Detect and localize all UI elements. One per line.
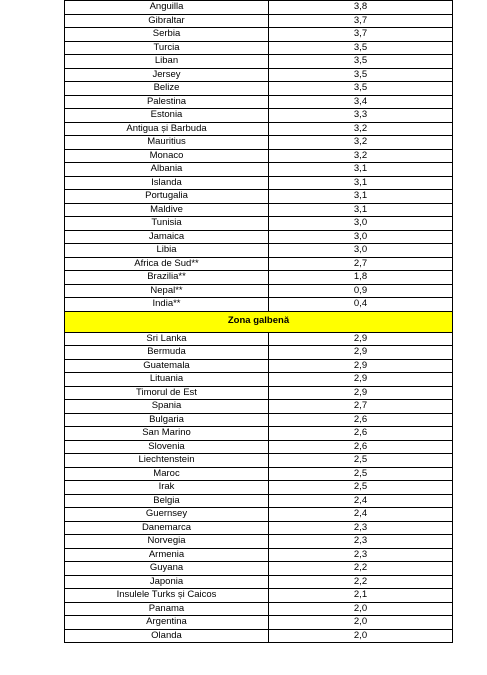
value-cell: 2,7 <box>269 400 453 414</box>
country-cell: Maroc <box>65 467 269 481</box>
table-row <box>65 149 453 163</box>
value-cell: 3,0 <box>269 217 453 231</box>
country-cell: Mauritius <box>65 136 269 150</box>
country-cell: Argentina <box>65 616 269 630</box>
value-cell: 2,2 <box>269 575 453 589</box>
country-cell: Africa de Sud** <box>65 257 269 271</box>
country-cell: Guatemala <box>65 359 269 373</box>
country-cell: Belize <box>65 82 269 96</box>
country-cell: Libia <box>65 244 269 258</box>
value-cell: 3,8 <box>269 1 453 15</box>
table-row <box>65 548 453 562</box>
value-cell: 3,5 <box>269 41 453 55</box>
country-cell: Albania <box>65 163 269 177</box>
value-cell: 3,7 <box>269 28 453 42</box>
value-cell: 2,0 <box>269 629 453 643</box>
country-cell: Olanda <box>65 629 269 643</box>
table-row <box>65 41 453 55</box>
country-cell: Spania <box>65 400 269 414</box>
table-row <box>65 122 453 136</box>
country-cell: Insulele Turks și Caicos <box>65 589 269 603</box>
table-row <box>65 244 453 258</box>
country-cell: Bulgaria <box>65 413 269 427</box>
table-row <box>65 136 453 150</box>
value-cell: 2,6 <box>269 427 453 441</box>
value-cell: 2,0 <box>269 602 453 616</box>
table-row <box>65 602 453 616</box>
value-cell: 2,9 <box>269 332 453 346</box>
table-row <box>65 629 453 643</box>
value-cell: 2,1 <box>269 589 453 603</box>
country-cell: Turcia <box>65 41 269 55</box>
country-cell: Anguilla <box>65 1 269 15</box>
value-cell: 2,6 <box>269 440 453 454</box>
value-cell: 3,7 <box>269 14 453 28</box>
country-cell: Irak <box>65 481 269 495</box>
country-cell: Palestina <box>65 95 269 109</box>
value-cell: 2,9 <box>269 386 453 400</box>
table-row <box>65 440 453 454</box>
table-row <box>65 55 453 69</box>
value-cell: 0,9 <box>269 284 453 298</box>
table-row <box>65 373 453 387</box>
zone-title: Zona galbenă <box>65 311 453 332</box>
table-row <box>65 400 453 414</box>
value-cell: 3,2 <box>269 149 453 163</box>
value-cell: 2,5 <box>269 454 453 468</box>
table-row <box>65 481 453 495</box>
value-cell: 2,3 <box>269 535 453 549</box>
country-cell: Sri Lanka <box>65 332 269 346</box>
country-cell: Guernsey <box>65 508 269 522</box>
table-row <box>65 454 453 468</box>
value-cell: 3,3 <box>269 109 453 123</box>
value-cell: 3,2 <box>269 136 453 150</box>
country-cell: Tunisia <box>65 217 269 231</box>
country-cell: Bermuda <box>65 346 269 360</box>
table-row <box>65 413 453 427</box>
value-cell: 3,5 <box>269 55 453 69</box>
table-row <box>65 190 453 204</box>
value-cell: 2,6 <box>269 413 453 427</box>
value-cell: 2,0 <box>269 616 453 630</box>
table-row <box>65 217 453 231</box>
value-cell: 2,9 <box>269 359 453 373</box>
table-row <box>65 562 453 576</box>
country-cell: Liban <box>65 55 269 69</box>
value-cell: 3,2 <box>269 122 453 136</box>
value-cell: 2,2 <box>269 562 453 576</box>
country-cell: Lituania <box>65 373 269 387</box>
country-cell: Jamaica <box>65 230 269 244</box>
zone-header-row <box>65 311 453 332</box>
table-row <box>65 82 453 96</box>
value-cell: 2,9 <box>269 373 453 387</box>
value-cell: 2,9 <box>269 346 453 360</box>
value-cell: 1,8 <box>269 271 453 285</box>
table-row <box>65 257 453 271</box>
country-cell: Brazilia** <box>65 271 269 285</box>
country-cell: Belgia <box>65 494 269 508</box>
table-row <box>65 467 453 481</box>
value-cell: 3,5 <box>269 82 453 96</box>
country-cell: Timorul de Est <box>65 386 269 400</box>
value-cell: 2,3 <box>269 548 453 562</box>
value-cell: 3,0 <box>269 230 453 244</box>
table-row <box>65 386 453 400</box>
country-incidence-table <box>64 0 453 643</box>
country-cell: Armenia <box>65 548 269 562</box>
table-row <box>65 508 453 522</box>
table-row <box>65 203 453 217</box>
country-cell: Jersey <box>65 68 269 82</box>
table-row <box>65 535 453 549</box>
country-cell: San Marino <box>65 427 269 441</box>
table-row <box>65 494 453 508</box>
country-cell: Danemarca <box>65 521 269 535</box>
country-cell: Portugalia <box>65 190 269 204</box>
value-cell: 3,1 <box>269 190 453 204</box>
value-cell: 3,4 <box>269 95 453 109</box>
value-cell: 2,4 <box>269 508 453 522</box>
value-cell: 3,5 <box>269 68 453 82</box>
value-cell: 2,5 <box>269 467 453 481</box>
value-cell: 3,0 <box>269 244 453 258</box>
table-row <box>65 616 453 630</box>
table-row <box>65 28 453 42</box>
country-cell: Nepal** <box>65 284 269 298</box>
country-cell: Maldive <box>65 203 269 217</box>
table-row <box>65 68 453 82</box>
table-body <box>65 1 453 643</box>
country-cell: Islanda <box>65 176 269 190</box>
table-row <box>65 14 453 28</box>
table-row <box>65 1 453 15</box>
country-cell: Serbia <box>65 28 269 42</box>
country-cell: Liechtenstein <box>65 454 269 468</box>
table-row <box>65 298 453 312</box>
country-cell: Norvegia <box>65 535 269 549</box>
table-row <box>65 271 453 285</box>
value-cell: 3,1 <box>269 203 453 217</box>
value-cell: 0,4 <box>269 298 453 312</box>
country-cell: Estonia <box>65 109 269 123</box>
value-cell: 3,1 <box>269 163 453 177</box>
country-cell: Antigua și Barbuda <box>65 122 269 136</box>
table-row <box>65 95 453 109</box>
table-row <box>65 359 453 373</box>
value-cell: 2,4 <box>269 494 453 508</box>
table-row <box>65 521 453 535</box>
country-cell: Gibraltar <box>65 14 269 28</box>
table-row <box>65 163 453 177</box>
table-row <box>65 427 453 441</box>
table-row <box>65 332 453 346</box>
country-cell: Japonia <box>65 575 269 589</box>
value-cell: 2,5 <box>269 481 453 495</box>
value-cell: 2,3 <box>269 521 453 535</box>
table-row <box>65 284 453 298</box>
country-cell: India** <box>65 298 269 312</box>
table-row <box>65 589 453 603</box>
table-row <box>65 109 453 123</box>
country-cell: Guyana <box>65 562 269 576</box>
country-cell: Panama <box>65 602 269 616</box>
table-row <box>65 176 453 190</box>
value-cell: 3,1 <box>269 176 453 190</box>
value-cell: 2,7 <box>269 257 453 271</box>
country-cell: Slovenia <box>65 440 269 454</box>
country-cell: Monaco <box>65 149 269 163</box>
table-row <box>65 575 453 589</box>
table-row <box>65 346 453 360</box>
table-row <box>65 230 453 244</box>
